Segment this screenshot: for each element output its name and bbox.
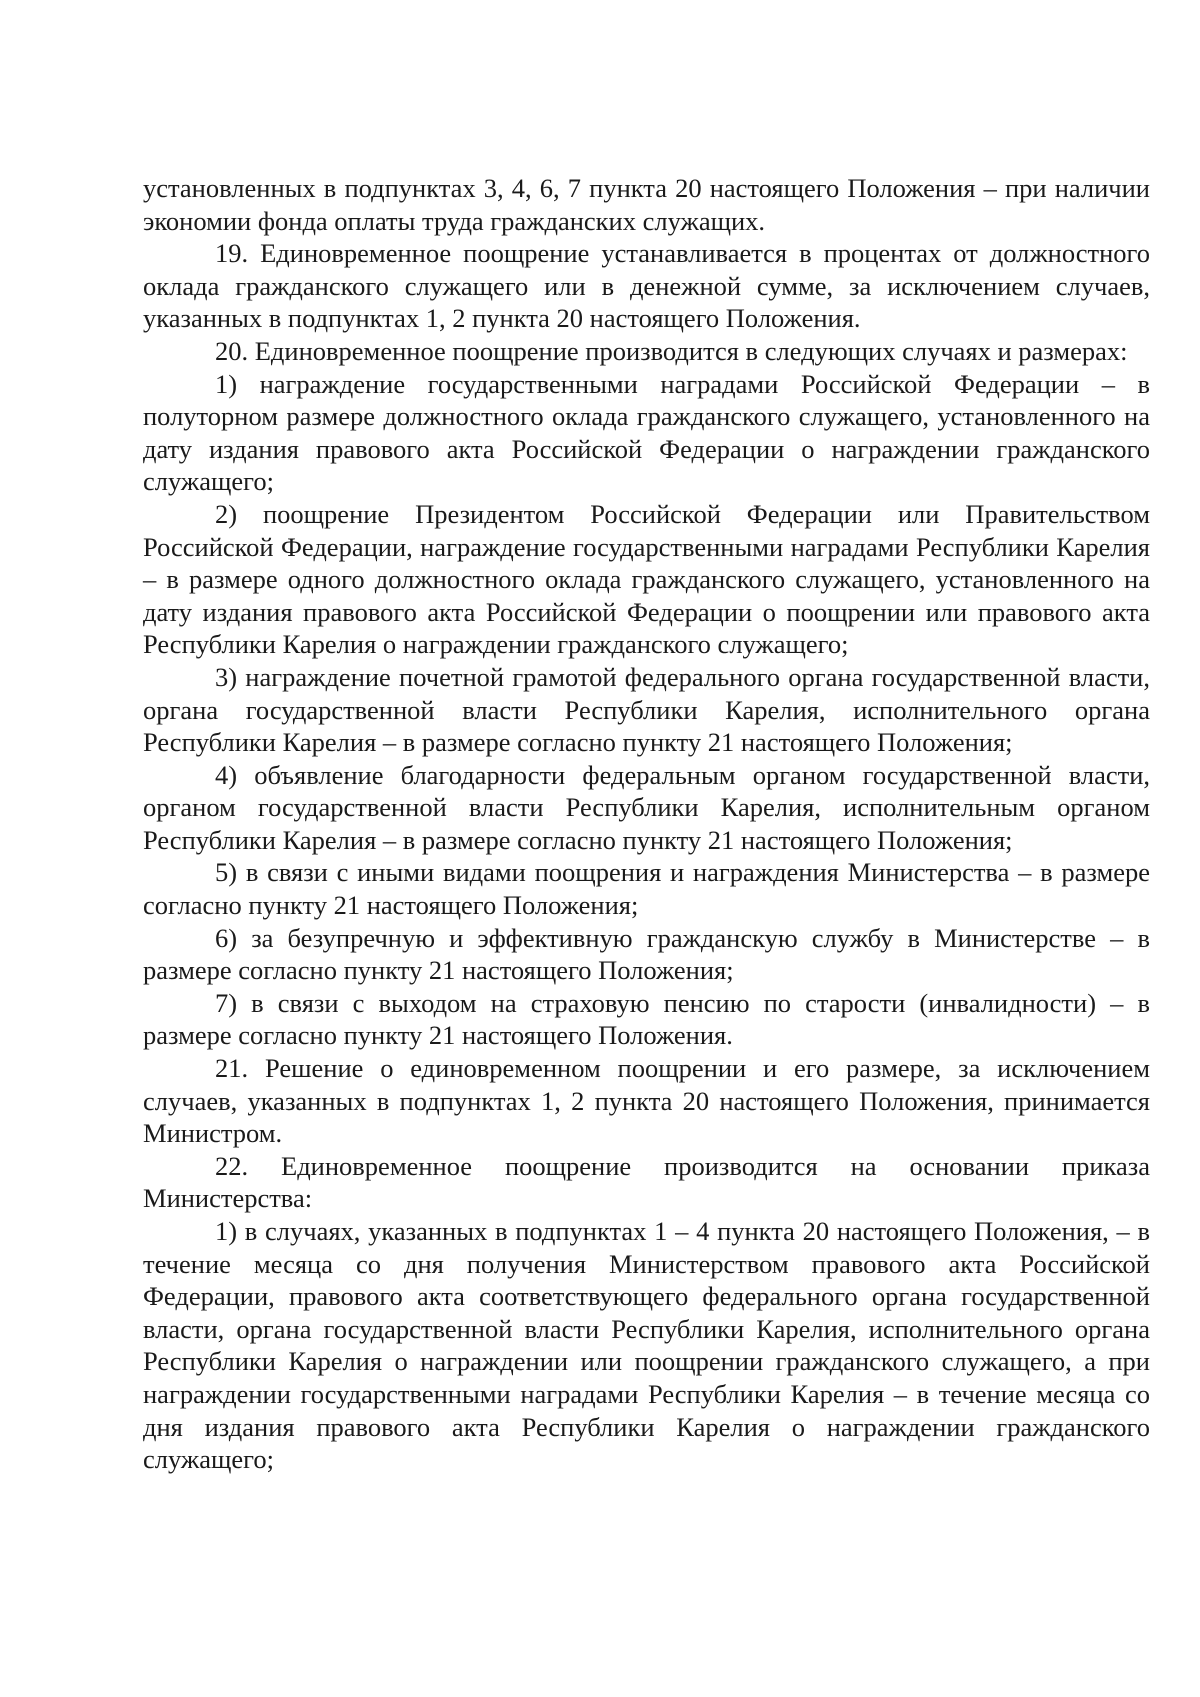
subparagraph-20-6: 6) за безупречную и эффективную гражданскую службу в Министерстве – в размере согласно пункту 21 настоящего Положения; (143, 922, 1150, 986)
subparagraph-20-1: 1) награждение государственными наградами Российской Федерации – в полуторном размере должностного оклада гражданского служащего, установленного на дату издания правового акта Российской Федерации о награждении гражданского служащего; (143, 368, 1150, 497)
subparagraph-20-4: 4) объявление благодарности федеральным органом государственной власти, органом государственной власти Республики Карелия, исполнительным органом Республики Карелия – в размере согласно пункту 21 настоящего Положения; (143, 759, 1150, 855)
paragraph-20: 20. Единовременное поощрение производится в следующих случаях и размерах: (215, 335, 1128, 366)
document-page (143, 172, 1150, 1476)
subparagraph-20-3: 3) награждение почетной грамотой федерального органа государственной власти, органа государственной власти Республики Карелия, исполнительного органа Республики Карелия – в размере согласно пункту 21 настоящего Положения; (143, 661, 1150, 758)
paragraph-19: 19. Единовременное поощрение устанавливается в процентах от должностного оклада гражданского служащего или в денежной сумме, за исключением случаев, указанных в подпунктах 1, 2 пункта 20 настоящего Положения. (143, 238, 1150, 334)
paragraph-continuation: установленных в подпунктах 3, 4, 6, 7 пункта 20 настоящего Положения – при наличии экономии фонда оплаты труда гражданских служащих. (143, 173, 1150, 236)
subparagraph-20-5: 5) в связи с иными видами поощрения и награждения Министерства – в размере согласно пункту 21 настоящего Положения; (143, 857, 1150, 921)
subparagraph-20-7: 7) в связи с выходом на страховую пенсию по старости (инвалидности) – в размере согласно пункту 21 настоящего Положения. (143, 987, 1150, 1051)
paragraph-21: 21. Решение о единовременном поощрении и его размере, за исключением случаев, указанных в подпунктах 1, 2 пункта 20 настоящего Положения, принимается Министром. (143, 1053, 1150, 1149)
subparagraph-22-1: 1) в случаях, указанных в подпунктах 1 – 4 пункта 20 настоящего Положения, – в течение месяца со дня получения Министерством правового акта Российской Федерации, правового акта соответствующего федерального органа государственной власти, органа государственной власти Республики Карелия, исполнительного органа Республики Карелия о награждении или поощрении гражданского служащего, а при награждении государственными наградами Республики Карелия – в течение месяца со дня издания правового акта Республики Карелия о награждении гражданского служащего; (143, 1216, 1150, 1475)
paragraph-22: 22. Единовременное поощрение производится на основании приказа Министерства: (143, 1150, 1150, 1214)
subparagraph-20-2: 2) поощрение Президентом Российской Федерации или Правительством Российской Федерации, награждение государственными наградами Республики Карелия – в размере одного должностного оклада гражданского служащего, установленного на дату издания правового акта Российской Федерации о поощрении или правового акта Республики Карелия о награждении гражданского служащего; (143, 498, 1150, 660)
